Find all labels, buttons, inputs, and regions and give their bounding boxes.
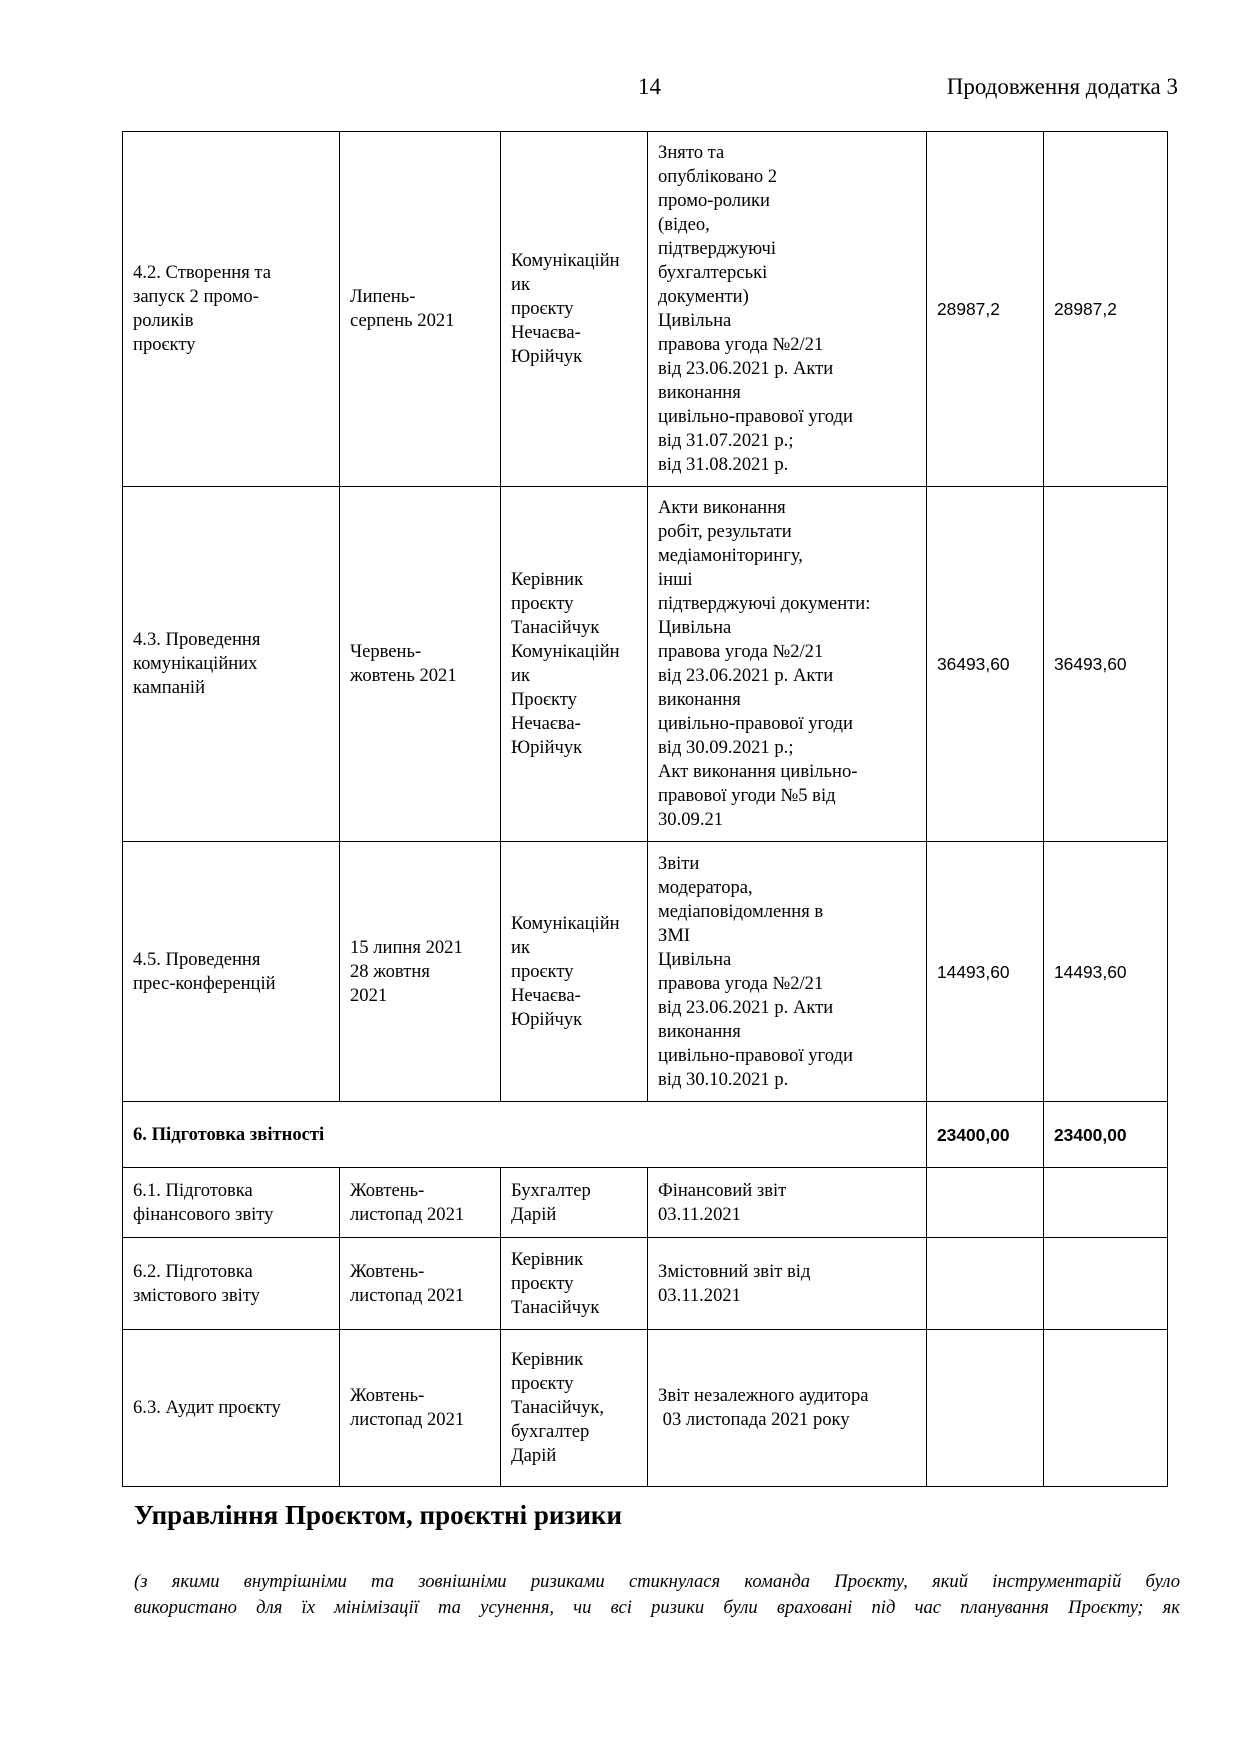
activities-table bbox=[122, 131, 1168, 1487]
activity-cell: 4.3. Проведення комунікаційних кампаній bbox=[123, 487, 340, 842]
period-cell: Липень- серпень 2021 bbox=[340, 132, 501, 487]
table-row bbox=[123, 1168, 1168, 1238]
responsible-cell: Керівник проєкту Танасійчук Комунікаційн ик Проєкту Нечаєва- Юрійчук bbox=[501, 487, 648, 842]
section-heading: Управління Проєктом, проєктні ризики bbox=[134, 1500, 623, 1530]
running-header: Продовження додатка 3 bbox=[946, 74, 1178, 99]
actual-amount-cell: 23400,00 bbox=[1044, 1102, 1168, 1168]
responsible-cell: Комунікаційн ик проєкту Нечаєва- Юрійчук bbox=[501, 842, 648, 1102]
documents-cell: Звіти модератора, медіаповідомлення в ЗМІ Цивільна правова угода №2/21 від 23.06.2021 р. Акти виконання цивільно-правової угоди від 30.10.2021 р. bbox=[648, 842, 927, 1102]
documents-cell: Акти виконання робіт, результати медіамоніторингу, інші підтверджуючі документи: Цивільна правова угода №2/21 від 23.06.2021 р. Акти виконання цивільно-правової угоди від 30.09.2021 р.; Акт виконання цивільно- правової угоди №5 від 30.09.21 bbox=[648, 487, 927, 842]
actual-amount-cell bbox=[1044, 1330, 1168, 1487]
planned-amount-cell: 28987,2 bbox=[927, 132, 1044, 487]
planned-amount-cell bbox=[927, 1330, 1044, 1487]
planned-amount-cell: 23400,00 bbox=[927, 1102, 1044, 1168]
activity-cell: 6.3. Аудит проєкту bbox=[123, 1330, 340, 1487]
period-cell: Жовтень- листопад 2021 bbox=[340, 1168, 501, 1238]
documents-cell: Фінансовий звіт 03.11.2021 bbox=[648, 1168, 927, 1238]
planned-amount-cell: 36493,60 bbox=[927, 487, 1044, 842]
activity-cell: 6.1. Підготовка фінансового звіту bbox=[123, 1168, 340, 1238]
section-note-line: (з якими внутрішніми та зовнішніми ризиками стикнулася команда Проєкту, який інструментарій було bbox=[134, 1571, 1180, 1592]
responsible-cell: Керівник проєкту Танасійчук, бухгалтер Дарій bbox=[501, 1330, 648, 1487]
documents-cell: Знято та опубліковано 2 промо-ролики (відео, підтверджуючі бухгалтерські документи) Цивільна правова угода №2/21 від 23.06.2021 р. Акти виконання цивільно-правової угоди від 31.07.2021 р.; від 31.08.2021 р. bbox=[648, 132, 927, 487]
period-cell: Жовтень- листопад 2021 bbox=[340, 1238, 501, 1330]
section-row bbox=[123, 1102, 1168, 1168]
table-row bbox=[123, 1330, 1168, 1487]
table-row bbox=[123, 132, 1168, 487]
actual-amount-cell bbox=[1044, 1238, 1168, 1330]
table-row bbox=[123, 1238, 1168, 1330]
section-note-line: використано для їх мінімізації та усунення, чи всі ризики були враховані під час планування Проєкту; як bbox=[134, 1597, 1180, 1618]
period-cell: Жовтень- листопад 2021 bbox=[340, 1330, 501, 1487]
period-cell: 15 липня 2021 28 жовтня 2021 bbox=[340, 842, 501, 1102]
section-title-cell: 6. Підготовка звітності bbox=[123, 1102, 927, 1168]
actual-amount-cell bbox=[1044, 1168, 1168, 1238]
responsible-cell: Керівник проєкту Танасійчук bbox=[501, 1238, 648, 1330]
actual-amount-cell: 36493,60 bbox=[1044, 487, 1168, 842]
activity-cell: 4.2. Створення та запуск 2 промо- роликів проєкту bbox=[123, 132, 340, 487]
responsible-cell: Комунікаційн ик проєкту Нечаєва- Юрійчук bbox=[501, 132, 648, 487]
page-number: 14 bbox=[638, 74, 661, 99]
section-note bbox=[134, 1569, 1180, 1621]
documents-cell: Змістовний звіт від 03.11.2021 bbox=[648, 1238, 927, 1330]
activity-cell: 6.2. Підготовка змістового звіту bbox=[123, 1238, 340, 1330]
responsible-cell: Бухгалтер Дарій bbox=[501, 1168, 648, 1238]
documents-cell: Звіт незалежного аудитора 03 листопада 2021 року bbox=[648, 1330, 927, 1487]
planned-amount-cell bbox=[927, 1238, 1044, 1330]
period-cell: Червень- жовтень 2021 bbox=[340, 487, 501, 842]
table-row bbox=[123, 487, 1168, 842]
planned-amount-cell bbox=[927, 1168, 1044, 1238]
table-row bbox=[123, 842, 1168, 1102]
actual-amount-cell: 14493,60 bbox=[1044, 842, 1168, 1102]
actual-amount-cell: 28987,2 bbox=[1044, 132, 1168, 487]
activity-cell: 4.5. Проведення прес-конференцій bbox=[123, 842, 340, 1102]
planned-amount-cell: 14493,60 bbox=[927, 842, 1044, 1102]
